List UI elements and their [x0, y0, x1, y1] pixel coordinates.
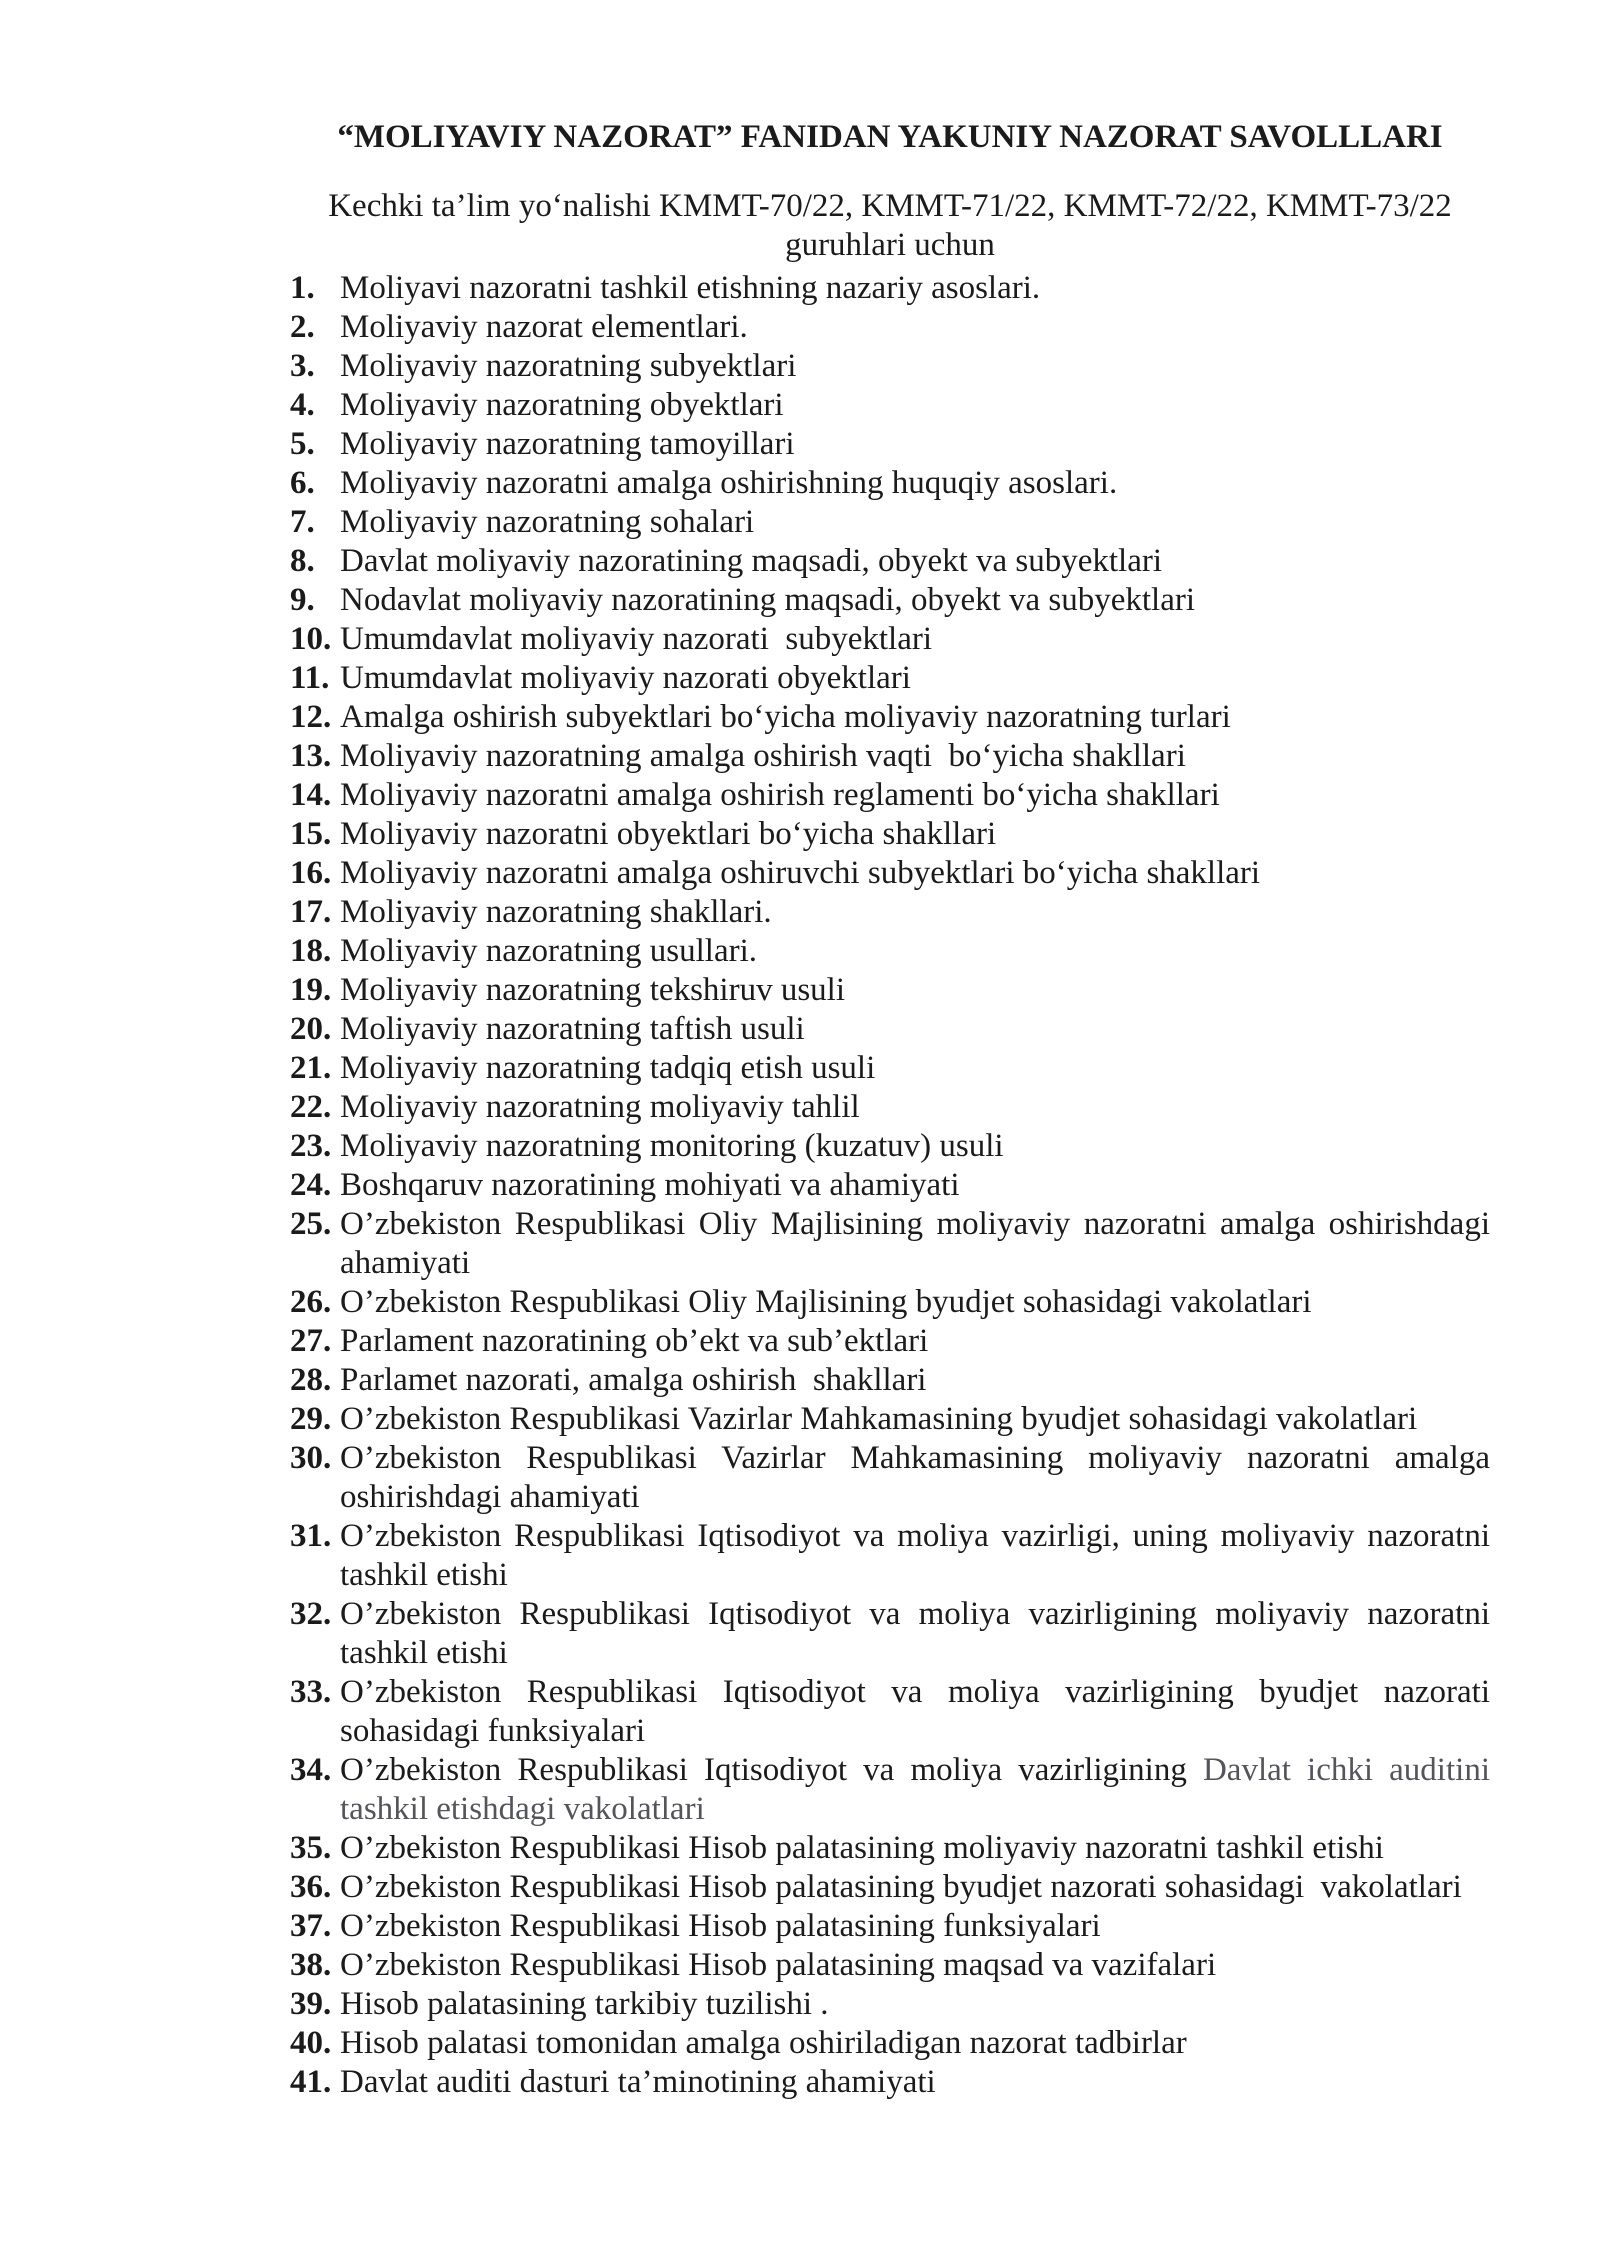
list-item: [290, 1946, 1490, 1985]
list-item: [290, 269, 1490, 308]
item-number: 9.: [290, 582, 315, 618]
list-item: [290, 737, 1490, 776]
item-text: Moliyaviy nazoratning usullari.: [340, 933, 757, 969]
item-text: Moliyaviy nazoratni amalga oshirish reglamenti bo‘yicha shakllari: [340, 777, 1220, 813]
list-item: [290, 1595, 1499, 1673]
list-item: [290, 2063, 1490, 2102]
item-number: 17.: [290, 894, 332, 930]
list-item: [290, 347, 1490, 386]
item-number: 3.: [290, 348, 315, 384]
list-item: [290, 1361, 1490, 1400]
item-text: Amalga oshirish subyektlari bo‘yicha moliyaviy nazoratning turlari: [340, 699, 1231, 735]
item-number: 19.: [290, 972, 332, 1008]
list-item: [290, 854, 1490, 893]
item-number: 15.: [290, 816, 332, 852]
item-number: 33.: [290, 1674, 332, 1710]
list-item: [290, 659, 1490, 698]
item-text: Moliyaviy nazoratning taftish usuli: [340, 1011, 805, 1047]
list-item: [290, 893, 1490, 932]
item-text: Moliyaviy nazoratning shakllari.: [340, 894, 772, 930]
list-item: [290, 815, 1490, 854]
list-item: [290, 425, 1490, 464]
list-item: [290, 1010, 1490, 1049]
item-text: Hisob palatasi tomonidan amalga oshiriladigan nazorat tadbirlar: [340, 2025, 1187, 2061]
item-text: Parlament nazoratining ob’ekt va sub’ektlari: [340, 1323, 929, 1359]
list-item: [290, 581, 1490, 620]
item-text: O’zbekiston Respublikasi Oliy Majlisining moliyaviy nazoratni amalga oshirishdagi ahamiyati: [340, 1206, 1499, 1281]
item-number: 30.: [290, 1440, 332, 1476]
list-item: [290, 1868, 1490, 1907]
subtitle-line1: Kechki ta’lim yo‘nalishi KMMT-70/22, KMMT-71/22, KMMT-72/22, KMMT-73/22: [328, 188, 1452, 224]
item-number: 25.: [290, 1206, 332, 1242]
item-number: 28.: [290, 1362, 332, 1398]
item-number: 11.: [290, 660, 330, 696]
item-number: 7.: [290, 504, 315, 540]
item-text: Umumdavlat moliyaviy nazorati subyektlari: [340, 621, 933, 657]
item-text: O’zbekiston Respublikasi Hisob palatasining byudjet nazorati sohasidagi vakolatlari: [340, 1869, 1462, 1905]
item-text: Moliyaviy nazoratning amalga oshirish vaqti bo‘yicha shakllari: [340, 738, 1186, 774]
list-item: [290, 1517, 1499, 1595]
item-text: Davlat auditi dasturi ta’minotining ahamiyati: [340, 2064, 936, 2100]
question-list: [290, 269, 1499, 2102]
item-text: Umumdavlat moliyaviy nazorati obyektlari: [340, 660, 911, 696]
list-item: [290, 1283, 1490, 1322]
list-item: [290, 932, 1490, 971]
item-text: Boshqaruv nazoratining mohiyati va ahamiyati: [340, 1167, 960, 1203]
list-item: [290, 308, 1490, 347]
item-text: Moliyaviy nazoratni obyektlari bo‘yicha shakllari: [340, 816, 997, 852]
item-text: Moliyaviy nazoratni amalga oshirishning huquqiy asoslari.: [340, 465, 1118, 501]
item-text: Moliyaviy nazoratning monitoring (kuzatuv) usuli: [340, 1128, 1004, 1164]
item-number: 18.: [290, 933, 332, 969]
list-item: [290, 1673, 1499, 1751]
list-item: [290, 620, 1490, 659]
item-text: O’zbekiston Respublikasi Hisob palatasining moliyaviy nazoratni tashkil etishi: [340, 1830, 1384, 1866]
item-number: 6.: [290, 465, 315, 501]
item-text: Moliyaviy nazoratning tekshiruv usuli: [340, 972, 846, 1008]
list-item: [290, 1088, 1490, 1127]
item-text: Moliyaviy nazorat elementlari.: [340, 309, 748, 345]
item-number: 22.: [290, 1089, 332, 1125]
item-text: O’zbekiston Respublikasi Iqtisodiyot va moliya vazirligining byudjet nazorati sohasidagi funksiyalari: [340, 1674, 1499, 1749]
item-number: 4.: [290, 387, 315, 423]
item-number: 29.: [290, 1401, 332, 1437]
item-number: 35.: [290, 1830, 332, 1866]
page-title: “MOLIYAVIY NAZORAT” FANIDAN YAKUNIY NAZORAT SAVOLLLARI: [337, 119, 1443, 155]
item-text: Moliyaviy nazoratning tamoyillari: [340, 426, 795, 462]
list-item: [290, 1439, 1499, 1517]
item-text: Davlat moliyaviy nazoratining maqsadi, obyekt va subyektlari: [340, 543, 1163, 579]
item-text: Moliyaviy nazoratning tadqiq etish usuli: [340, 1050, 876, 1086]
item-text: Moliyaviy nazoratning subyektlari: [340, 348, 797, 384]
item-text: Hisob palatasining tarkibiy tuzilishi .: [340, 1986, 829, 2022]
list-item: [290, 1049, 1490, 1088]
item-text: Moliyaviy nazoratning moliyaviy tahlil: [340, 1089, 860, 1125]
item-number: 23.: [290, 1128, 332, 1164]
item-text: Nodavlat moliyaviy nazoratining maqsadi, obyekt va subyektlari: [340, 582, 1196, 618]
item-number: 2.: [290, 309, 315, 345]
item-number: 27.: [290, 1323, 332, 1359]
list-item: [290, 386, 1490, 425]
item-text: O’zbekiston Respublikasi Iqtisodiyot va moliya vazirligining: [340, 1752, 1203, 1788]
list-item: [290, 1829, 1490, 1868]
list-item: [290, 698, 1490, 737]
item-number: 34.: [290, 1752, 332, 1788]
item-text: Parlamet nazorati, amalga oshirish shakllari: [340, 1362, 927, 1398]
item-text: Moliyaviy nazoratning obyektlari: [340, 387, 784, 423]
list-item: [290, 464, 1490, 503]
list-item: [290, 971, 1490, 1010]
item-text: O’zbekiston Respublikasi Oliy Majlisining byudjet sohasidagi vakolatlari: [340, 1284, 1312, 1320]
item-number: 21.: [290, 1050, 332, 1086]
item-number: 5.: [290, 426, 315, 462]
list-item: [290, 1166, 1490, 1205]
item-number: 39.: [290, 1986, 332, 2022]
item-number: 20.: [290, 1011, 332, 1047]
item-text: O’zbekiston Respublikasi Iqtisodiyot va moliya vazirligi, uning moliyaviy nazoratni tashkil etishi: [340, 1518, 1499, 1593]
list-item: [290, 1907, 1490, 1946]
list-item: [290, 503, 1490, 542]
item-number: 12.: [290, 699, 332, 735]
item-text: O’zbekiston Respublikasi Vazirlar Mahkamasining byudjet sohasidagi vakolatlari: [340, 1401, 1418, 1437]
item-number: 16.: [290, 855, 332, 891]
list-item: [290, 1322, 1490, 1361]
item-text: Moliyaviy nazoratning sohalari: [340, 504, 755, 540]
item-text: O’zbekiston Respublikasi Iqtisodiyot va moliya vazirligining moliyaviy nazoratni tashkil etishi: [340, 1596, 1499, 1671]
item-number: 14.: [290, 777, 332, 813]
item-number: 36.: [290, 1869, 332, 1905]
item-number: 24.: [290, 1167, 332, 1203]
item-text: O’zbekiston Respublikasi Vazirlar Mahkamasining moliyaviy nazoratni amalga oshirishdagi ahamiyati: [340, 1440, 1499, 1515]
item-number: 1.: [290, 270, 315, 306]
item-number: 38.: [290, 1947, 332, 1983]
list-item: [290, 1205, 1499, 1283]
item-number: 41.: [290, 2064, 332, 2100]
item-number: 31.: [290, 1518, 332, 1554]
item-number: 40.: [290, 2025, 332, 2061]
item-text: O’zbekiston Respublikasi Hisob palatasining funksiyalari: [340, 1908, 1101, 1944]
item-text: Moliyavi nazoratni tashkil etishning nazariy asoslari.: [340, 270, 1041, 306]
item-number: 13.: [290, 738, 332, 774]
item-text-gray: Davlat ichki auditini tashkil etishdagi vakolatlari: [340, 1752, 1499, 1827]
item-number: 10.: [290, 621, 332, 657]
item-number: 37.: [290, 1908, 332, 1944]
item-text: O’zbekiston Respublikasi Hisob palatasining maqsad va vazifalari: [340, 1947, 1217, 1983]
item-number: 8.: [290, 543, 315, 579]
item-number: 26.: [290, 1284, 332, 1320]
list-item: [290, 776, 1490, 815]
subtitle-line2: guruhlari uchun: [785, 227, 995, 263]
list-item: [290, 1127, 1490, 1166]
item-number: 32.: [290, 1596, 332, 1632]
list-item: [290, 2024, 1490, 2063]
list-item: [290, 542, 1490, 581]
list-item: [290, 1751, 1499, 1829]
item-text: Moliyaviy nazoratni amalga oshiruvchi subyektlari bo‘yicha shakllari: [340, 855, 1261, 891]
list-item: [290, 1400, 1490, 1439]
list-item: [290, 1985, 1490, 2024]
subtitle: [290, 187, 1490, 265]
